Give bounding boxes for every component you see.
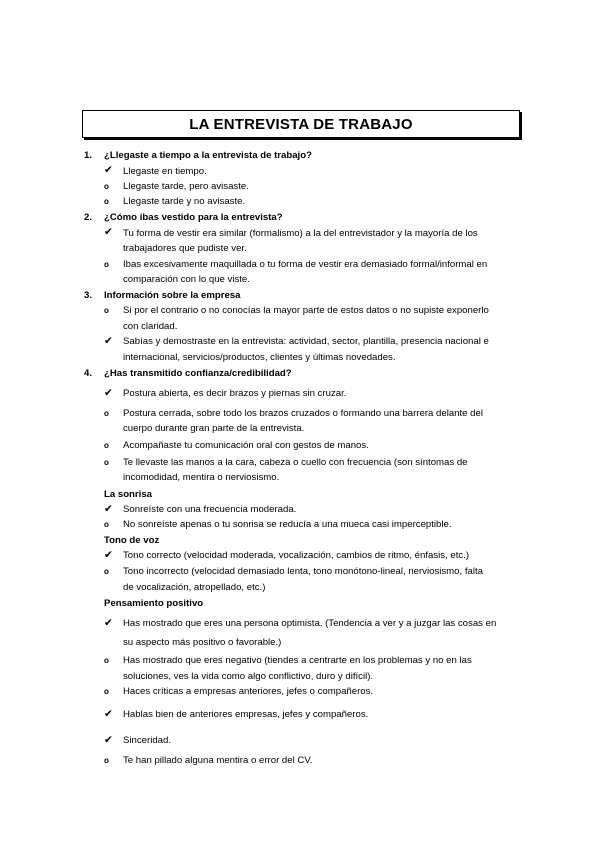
question-number: 1. — [84, 150, 93, 161]
question-heading: ¿Llegaste a tiempo a la entrevista de trabajo? — [104, 150, 312, 161]
list-item-line: con claridad. — [123, 321, 178, 332]
circle-bullet-icon: o — [104, 458, 109, 467]
circle-bullet-icon: o — [104, 567, 109, 576]
circle-bullet-icon: o — [104, 197, 109, 206]
list-item: Acompañaste tu comunicación oral con gestos de manos. — [123, 440, 369, 451]
list-item: Hablas bien de anteriores empresas, jefes y compañeros. — [123, 709, 369, 720]
circle-bullet-icon: o — [104, 756, 109, 765]
question-number: 2. — [84, 212, 93, 223]
circle-bullet-icon: o — [104, 441, 109, 450]
circle-bullet-icon: o — [104, 409, 109, 418]
check-icon: ✔ — [104, 617, 113, 629]
subsection-heading: Pensamiento positivo — [104, 598, 204, 609]
list-item-line: Si por el contrario o no conocías la mayor parte de estos datos o no supiste exponerlo — [123, 305, 489, 316]
question-heading: Información sobre la empresa — [104, 290, 241, 301]
question-number: 4. — [84, 368, 93, 379]
list-item: Llegaste tarde y no avisaste. — [123, 196, 246, 207]
circle-bullet-icon: o — [104, 182, 109, 191]
list-item-line: Tu forma de vestir era similar (formalismo) a la del entrevistador y la mayoría de los — [123, 228, 478, 239]
list-item-line: internacional, servicios/productos, clientes y últimas novedades. — [123, 352, 396, 363]
list-item-line: de vocalización, atropellado, etc.) — [123, 582, 266, 593]
list-item-line: Has mostrado que eres negativo (tiendes a centrarte en los problemas y no en las — [123, 655, 472, 666]
list-item-line: Te llevaste las manos a la cara, cabeza o cuello con frecuencia (son síntomas de — [123, 457, 468, 468]
list-item-line: trabajadores que pudiste ver. — [123, 243, 247, 254]
list-item-line: Tono incorrecto (velocidad demasiado lenta, tono monótono-lineal, nerviosismo, falta — [123, 566, 483, 577]
check-icon: ✔ — [104, 503, 113, 515]
check-icon: ✔ — [104, 387, 113, 399]
list-item: Sonreíste con una frecuencia moderada. — [123, 504, 297, 515]
list-item: Te han pillado alguna mentira o error del CV. — [123, 755, 313, 766]
check-icon: ✔ — [104, 549, 113, 561]
circle-bullet-icon: o — [104, 306, 109, 315]
list-item: Llegaste en tiempo. — [123, 166, 207, 177]
list-item-line: Has mostrado que eres una persona optimista. (Tendencia a ver y a juzgar las cosas en — [123, 618, 497, 629]
page-title: LA ENTREVISTA DE TRABAJO — [82, 110, 520, 138]
list-item: Sinceridad. — [123, 735, 171, 746]
list-item-line: incomodidad, mentira o nerviosismo. — [123, 472, 280, 483]
circle-bullet-icon: o — [104, 260, 109, 269]
check-icon: ✔ — [104, 708, 113, 720]
check-icon: ✔ — [104, 335, 113, 347]
question-number: 3. — [84, 290, 93, 301]
check-icon: ✔ — [104, 226, 113, 238]
check-icon: ✔ — [104, 164, 113, 176]
subsection-heading: Tono de voz — [104, 535, 160, 546]
list-item-line: Postura cerrada, sobre todo los brazos cruzados o formando una barrera delante del — [123, 408, 483, 419]
list-item: Llegaste tarde, pero avisaste. — [123, 181, 249, 192]
list-item-line: comparación con lo que viste. — [123, 274, 250, 285]
list-item-line: Sabías y demostraste en la entrevista: actividad, sector, plantilla, presencia nacional e — [123, 336, 489, 347]
question-heading: ¿Cómo ibas vestido para la entrevista? — [104, 212, 283, 223]
circle-bullet-icon: o — [104, 520, 109, 529]
list-item: Postura abierta, es decir brazos y piernas sin cruzar. — [123, 388, 347, 399]
list-item-line: cuerpo durante gran parte de la entrevista. — [123, 423, 305, 434]
question-heading: ¿Has transmitido confianza/credibilidad? — [104, 368, 292, 379]
list-item-line: soluciones, ves la vida como algo conflictivo, duro y difícil). — [123, 671, 374, 682]
circle-bullet-icon: o — [104, 656, 109, 665]
list-item-line: su aspecto más positivo o favorable.) — [123, 637, 282, 648]
circle-bullet-icon: o — [104, 687, 109, 696]
list-item: No sonreíste apenas o tu sonrisa se reducía a una mueca casi imperceptible. — [123, 519, 452, 530]
subsection-heading: La sonrisa — [104, 489, 152, 500]
check-icon: ✔ — [104, 734, 113, 746]
list-item: Haces críticas a empresas anteriores, jefes o compañeros. — [123, 686, 374, 697]
list-item: Tono correcto (velocidad moderada, vocalización, cambios de ritmo, énfasis, etc.) — [123, 550, 470, 561]
list-item-line: Ibas excesivamente maquillada o tu forma de vestir era demasiado formal/informal en — [123, 259, 488, 270]
